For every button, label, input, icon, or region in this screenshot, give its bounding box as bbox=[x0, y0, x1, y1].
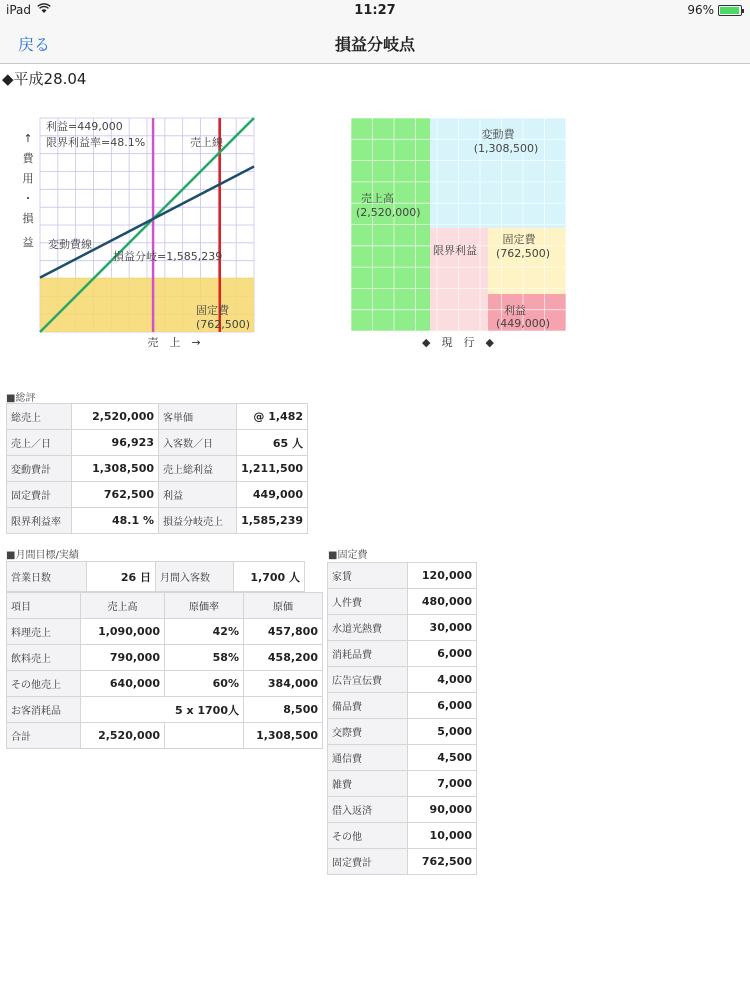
summary-row bbox=[7, 430, 308, 456]
fixed-cost-label: 広告宣伝費 bbox=[328, 667, 408, 693]
svg-text:損: 損 bbox=[22, 212, 34, 225]
monthly-days-table bbox=[6, 561, 305, 592]
fixed-cost-value: (762,500) bbox=[495, 247, 551, 260]
svg-text:用: 用 bbox=[22, 172, 34, 185]
item-cell[interactable]: 42% bbox=[165, 619, 244, 645]
monthly-header-row bbox=[7, 593, 323, 619]
fixed-cost-row bbox=[328, 719, 477, 745]
fixed-cost-value[interactable]: 4,500 bbox=[408, 745, 477, 771]
sales-label: 売上高 bbox=[361, 192, 394, 205]
fixed-cost-value[interactable]: 90,000 bbox=[408, 797, 477, 823]
clock: 11:27 bbox=[354, 3, 396, 18]
column-header: 原価率 bbox=[165, 593, 244, 619]
fixed-cost-label: 備品費 bbox=[328, 693, 408, 719]
margin-rate-annotation: 限界利益率=48.1% bbox=[46, 136, 146, 149]
period-label: ◆平成28.04 bbox=[2, 70, 87, 88]
summary-value: 1,308,500 bbox=[72, 456, 159, 482]
svg-text:↑: ↑ bbox=[23, 132, 33, 145]
total-label: 合計 bbox=[7, 723, 81, 749]
column-header: 原価 bbox=[244, 593, 323, 619]
summary-label: 売上／日 bbox=[7, 430, 72, 456]
fixed-cost-value[interactable]: 10,000 bbox=[408, 823, 477, 849]
composition-chart bbox=[345, 110, 575, 354]
variable-cost-label: 変動費 bbox=[481, 128, 515, 141]
summary-heading: ■総評 bbox=[6, 393, 36, 404]
business-days-value[interactable]: 26 日 bbox=[87, 562, 156, 592]
variable-line-label: 変動費線 bbox=[48, 238, 92, 251]
fixed-cost-label: 固定費 bbox=[196, 304, 229, 317]
profit-value: (449,000) bbox=[495, 317, 551, 330]
consumables-row bbox=[7, 697, 323, 723]
column-header: 項目 bbox=[7, 593, 81, 619]
fixed-cost-label: 通信費 bbox=[328, 745, 408, 771]
profit-label: 利益 bbox=[504, 304, 526, 317]
fixed-cost-row bbox=[328, 745, 477, 771]
summary-value: @ 1,482 bbox=[237, 404, 308, 430]
summary-label: 売上総利益 bbox=[159, 456, 237, 482]
fixed-cost-row bbox=[328, 667, 477, 693]
summary-row bbox=[7, 508, 308, 534]
summary-value: 449,000 bbox=[237, 482, 308, 508]
monthly-guests-value[interactable]: 1,700 人 bbox=[234, 562, 305, 592]
summary-label: 変動費計 bbox=[7, 456, 72, 482]
status-bar bbox=[0, 0, 750, 22]
fixed-cost-value[interactable]: 120,000 bbox=[408, 563, 477, 589]
x-axis-label: 売 上 → bbox=[147, 336, 201, 349]
fixed-heading: ■固定費 bbox=[328, 550, 368, 561]
item-cell[interactable]: 640,000 bbox=[81, 671, 165, 697]
monthly-guests-label: 月間入客数 bbox=[156, 562, 234, 592]
summary-value: 762,500 bbox=[72, 482, 159, 508]
summary-label: 総売上 bbox=[7, 404, 72, 430]
fixed-cost-row bbox=[328, 641, 477, 667]
total-sales: 2,520,000 bbox=[81, 723, 165, 749]
variable-cost-value: (1,308,500) bbox=[473, 142, 539, 155]
table-row bbox=[7, 671, 323, 697]
fixed-cost-value[interactable]: 762,500 bbox=[408, 849, 477, 875]
summary-label: 損益分岐売上 bbox=[159, 508, 237, 534]
summary-label: 入客数／日 bbox=[159, 430, 237, 456]
back-button[interactable]: 戻る bbox=[18, 35, 51, 54]
breakeven-label: 損益分岐=1,585,239 bbox=[113, 250, 223, 263]
fixed-cost-row bbox=[328, 615, 477, 641]
item-cell: 457,800 bbox=[244, 619, 323, 645]
item-cell[interactable]: 1,090,000 bbox=[81, 619, 165, 645]
empty-cell bbox=[165, 723, 244, 749]
fixed-cost-table bbox=[327, 562, 477, 875]
summary-table bbox=[6, 403, 308, 534]
y-axis-label bbox=[23, 132, 35, 249]
business-days-label: 営業日数 bbox=[7, 562, 87, 592]
battery-percent: 96% bbox=[687, 3, 714, 17]
summary-value: 1,585,239 bbox=[237, 508, 308, 534]
svg-text:費: 費 bbox=[22, 152, 34, 165]
marginal-profit-label: 限界利益 bbox=[433, 244, 477, 257]
x-axis-label: ◆ 現 行 ◆ bbox=[422, 336, 494, 349]
monthly-table bbox=[6, 592, 323, 749]
fixed-cost-label: 人件費 bbox=[328, 589, 408, 615]
fixed-cost-row bbox=[328, 693, 477, 719]
summary-row bbox=[7, 482, 308, 508]
breakeven-chart bbox=[16, 110, 261, 354]
fixed-cost-value[interactable]: 30,000 bbox=[408, 615, 477, 641]
summary-value: 48.1 % bbox=[72, 508, 159, 534]
column-header: 売上高 bbox=[81, 593, 165, 619]
fixed-cost-value[interactable]: 4,000 bbox=[408, 667, 477, 693]
summary-label: 客単価 bbox=[159, 404, 237, 430]
table-row bbox=[7, 619, 323, 645]
total-row bbox=[7, 723, 323, 749]
summary-value: 65 人 bbox=[237, 430, 308, 456]
item-cell[interactable]: 60% bbox=[165, 671, 244, 697]
consumables-formula[interactable]: 5 x 1700人 bbox=[81, 697, 244, 723]
fixed-cost-value[interactable]: 6,000 bbox=[408, 641, 477, 667]
battery-icon bbox=[718, 5, 742, 16]
summary-label: 固定費計 bbox=[7, 482, 72, 508]
item-label: 飲料売上 bbox=[7, 645, 81, 671]
fixed-cost-row bbox=[328, 849, 477, 875]
device-label: iPad bbox=[6, 3, 32, 17]
summary-value: 2,520,000 bbox=[72, 404, 159, 430]
summary-row bbox=[7, 456, 308, 482]
fixed-cost-label: 借入返済 bbox=[328, 797, 408, 823]
monthly-heading: ■月間目標/実績 bbox=[6, 550, 79, 561]
item-label: その他売上 bbox=[7, 671, 81, 697]
fixed-cost-value[interactable]: 5,000 bbox=[408, 719, 477, 745]
consumables-label: お客消耗品 bbox=[7, 697, 81, 723]
fixed-cost-label: 消耗品費 bbox=[328, 641, 408, 667]
fixed-cost-label: 固定費 bbox=[502, 233, 536, 246]
fixed-cost-label: 家賃 bbox=[328, 563, 408, 589]
fixed-cost-value[interactable]: 6,000 bbox=[408, 693, 477, 719]
fixed-cost-label: 雑費 bbox=[328, 771, 408, 797]
item-cell[interactable]: 58% bbox=[165, 645, 244, 671]
summary-row bbox=[7, 404, 308, 430]
summary-label: 利益 bbox=[159, 482, 237, 508]
fixed-cost-row bbox=[328, 797, 477, 823]
nav-bar bbox=[0, 22, 750, 64]
svg-text:・: ・ bbox=[22, 192, 34, 205]
sales-line-label: 売上線 bbox=[190, 136, 223, 149]
sales-value: (2,520,000) bbox=[356, 206, 421, 219]
fixed-cost-label: その他 bbox=[328, 823, 408, 849]
summary-value: 1,211,500 bbox=[237, 456, 308, 482]
consumables-cost: 8,500 bbox=[244, 697, 323, 723]
fixed-cost-value[interactable]: 7,000 bbox=[408, 771, 477, 797]
page-title: 損益分岐点 bbox=[334, 35, 415, 54]
fixed-cost-label: 水道光熱費 bbox=[328, 615, 408, 641]
svg-text:益: 益 bbox=[22, 236, 34, 249]
fixed-cost-label: 固定費計 bbox=[328, 849, 408, 875]
fixed-cost-row bbox=[328, 771, 477, 797]
fixed-cost-value: (762,500) bbox=[196, 318, 251, 331]
fixed-cost-label: 交際費 bbox=[328, 719, 408, 745]
item-cell: 384,000 bbox=[244, 671, 323, 697]
fixed-cost-row bbox=[328, 823, 477, 849]
fixed-cost-row bbox=[328, 563, 477, 589]
total-cost: 1,308,500 bbox=[244, 723, 323, 749]
profit-annotation: 利益=449,000 bbox=[46, 120, 123, 133]
table-row bbox=[7, 645, 323, 671]
summary-label: 限界利益率 bbox=[7, 508, 72, 534]
item-cell: 458,200 bbox=[244, 645, 323, 671]
summary-value: 96,923 bbox=[72, 430, 159, 456]
item-label: 料理売上 bbox=[7, 619, 81, 645]
fixed-cost-row bbox=[328, 589, 477, 615]
item-cell[interactable]: 790,000 bbox=[81, 645, 165, 671]
fixed-cost-value[interactable]: 480,000 bbox=[408, 589, 477, 615]
